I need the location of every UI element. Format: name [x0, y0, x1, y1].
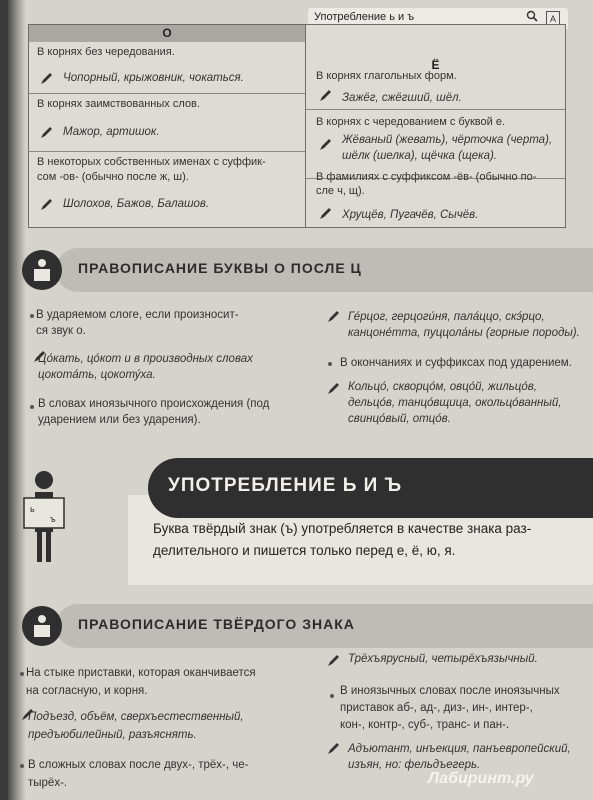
- rule-text: В сложных словах после двух-, трёх-, че-: [28, 759, 249, 771]
- section-title: ПРАВОПИСАНИЕ БУКВЫ О ПОСЛЕ Ц: [78, 260, 362, 276]
- pencil-icon: [39, 126, 53, 140]
- o-yo-table: [28, 24, 566, 228]
- pencil-icon: [318, 207, 332, 221]
- rule-text: ся звук о.: [36, 325, 86, 337]
- rule-text: В иноязычных словах после иноязычных: [340, 685, 560, 697]
- example-text: изъян, но: фельдъегерь.: [348, 759, 481, 771]
- example-text: предъюбилейный, разъяснять.: [28, 729, 197, 741]
- rule-text: В корнях глагольных форм.: [316, 70, 457, 82]
- table-row: [306, 109, 565, 179]
- example-text: Хрущёв, Пугачёв, Сычёв.: [342, 209, 479, 221]
- section-marker: [22, 250, 62, 290]
- example-text: Адъютант, инъекция, панъевропейский,: [348, 743, 571, 755]
- table-row: [306, 171, 565, 227]
- svg-text:ъ: ъ: [50, 514, 56, 524]
- pencil-icon: [326, 742, 340, 756]
- example-text: Трёхъярусный, четырёхъязычный.: [348, 653, 538, 665]
- section-banner: [56, 604, 593, 648]
- table-row: [29, 42, 305, 94]
- person-holding-sign-icon: [22, 470, 67, 565]
- rule-text: сом -ов- (обычно после ж, ш).: [37, 171, 189, 183]
- rule-text: На стыке приставки, которая оканчивается: [26, 667, 256, 679]
- example-text: канцоне́тта, пуццола́ны (горные породы).: [348, 327, 580, 339]
- table-row: [29, 94, 305, 152]
- definition-text: [153, 518, 573, 562]
- pencil-icon: [326, 654, 340, 668]
- example-text: свинцо́вый, отцо́в.: [348, 413, 451, 425]
- rule-text: В ударяемом слоге, если произносит-: [36, 309, 239, 321]
- example-text: Мажор, артишок.: [63, 126, 160, 138]
- rule-text: на согласную, и корня.: [26, 685, 148, 697]
- reader-icon: [32, 257, 52, 283]
- running-title: Употребление ь и ъ: [314, 11, 415, 23]
- book-page: [8, 0, 593, 800]
- bullet: [20, 764, 24, 768]
- svg-text:ь: ь: [30, 504, 35, 514]
- example-text: дельцо́в, танцо́вщица, окольцо́ванный,: [348, 397, 562, 409]
- example-text: Кольцо́, скворцо́м, овцо́й, жильцо́в,: [348, 381, 537, 393]
- pencil-icon: [39, 72, 53, 86]
- bullet: [30, 405, 34, 409]
- definition-line: делительного и пишется только перед е, ё, ю, я.: [153, 543, 456, 558]
- magnifier-icon: [526, 10, 538, 22]
- example-text: Жёваный (жевать), чёрточка (черта),: [342, 134, 553, 146]
- pencil-icon: [39, 198, 53, 212]
- example-text: Ге́рцог, герцоги́ня, пала́ццо, скэ́рцо,: [348, 311, 545, 323]
- section-title: ПРАВОПИСАНИЕ ТВЁРДОГО ЗНАКА: [78, 616, 355, 632]
- column-header-o: О: [29, 25, 305, 42]
- section-title: УПОТРЕБЛЕНИЕ Ь И Ъ: [168, 475, 403, 496]
- rule-text: приставок аб-, ад-, диз-, ин-, интер-,: [340, 702, 533, 714]
- bullet: [330, 694, 334, 698]
- section-banner: [56, 248, 593, 292]
- table-row: [306, 42, 565, 109]
- example-text: Цо́кать, цо́кот и в производных словах: [38, 353, 253, 365]
- rule-text: сле ч, щ).: [316, 185, 365, 197]
- definition-line: Буква твёрдый знак (ъ) употребляется в качестве знака раз-: [153, 521, 532, 536]
- bullet: [328, 362, 332, 366]
- rule-text: В корнях без чередования.: [37, 46, 175, 58]
- example-text: Шолохов, Бажов, Балашов.: [63, 198, 210, 210]
- pencil-icon: [318, 138, 332, 152]
- rule-text: В некоторых собственных именах с суффик-: [37, 156, 266, 168]
- section-banner-dark: [148, 458, 593, 518]
- example-text: Чопорный, крыжовник, чокаться.: [63, 72, 244, 84]
- column-header-yo: Ё: [431, 58, 440, 72]
- page-gutter-shadow: [8, 0, 26, 800]
- rule-text: В словах иноязычного происхождения (под: [38, 398, 270, 410]
- table-row: [29, 152, 305, 227]
- bullet: [20, 672, 24, 676]
- example-text: Зажёг, сжёгший, шёл.: [342, 92, 462, 104]
- reader-icon: [32, 613, 52, 639]
- pencil-icon: [318, 89, 332, 103]
- example-text: Подъезд, объём, сверхъестественный,: [28, 711, 244, 723]
- pencil-icon: [326, 382, 340, 396]
- pencil-icon: [326, 310, 340, 324]
- watermark: Лабиринт.ру: [428, 770, 534, 787]
- letter-box: А: [546, 11, 560, 27]
- bullet: [30, 314, 34, 318]
- section-marker: [22, 606, 62, 646]
- example-text: шёлк (шелка), щёчка (щека).: [342, 150, 497, 162]
- rule-text: ударением или без ударения).: [38, 414, 201, 426]
- example-text: цокота́ть, цокоту́ха.: [38, 369, 156, 381]
- rule-text: В корнях заимствованных слов.: [37, 98, 200, 110]
- rule-text: тырёх-.: [28, 777, 68, 789]
- rule-text: В окончаниях и суффиксах под ударением.: [340, 357, 572, 369]
- rule-text: В корнях с чередованием с буквой е.: [316, 116, 506, 128]
- rule-text: В фамилиях с суффиксом -ёв- (обычно по-: [316, 171, 537, 183]
- rule-text: кон-, контр-, суб-, транс- и пан-.: [340, 719, 510, 731]
